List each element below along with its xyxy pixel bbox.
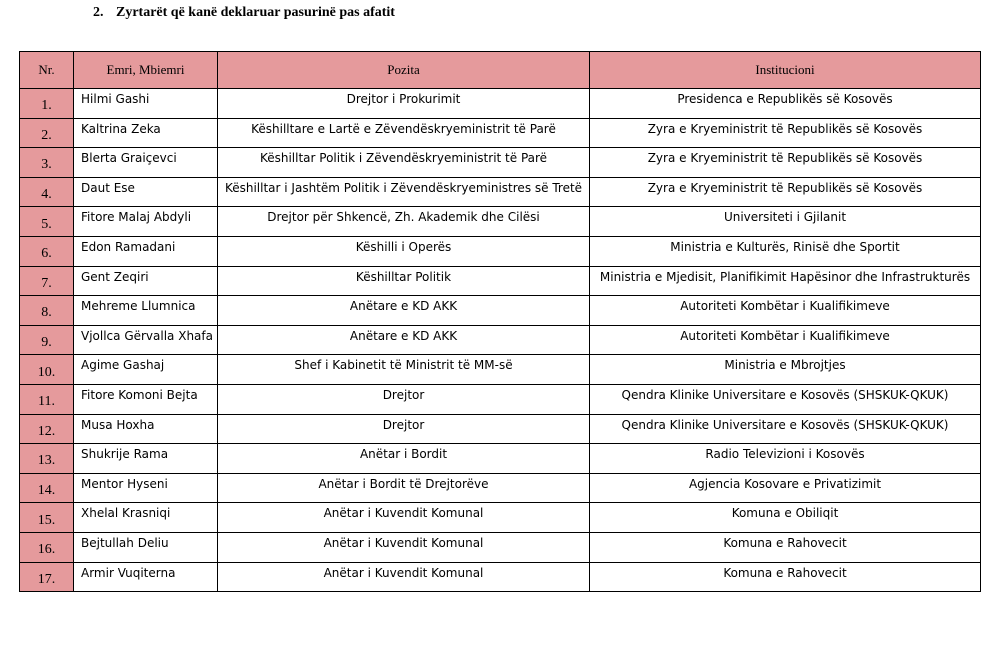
official-institution: Komuna e Rahovecit xyxy=(590,532,981,562)
row-number: 9. xyxy=(20,325,74,355)
official-position: Shef i Kabinetit të Ministrit të MM-së xyxy=(218,355,590,385)
official-name: Fitore Malaj Abdyli xyxy=(74,207,218,237)
row-number: 7. xyxy=(20,266,74,296)
official-position: Këshilltar Politik i Zëvendëskryeministrit të Parë xyxy=(218,148,590,178)
official-position: Këshilltare e Lartë e Zëvendëskryeministrit të Parë xyxy=(218,118,590,148)
official-position: Anëtar i Kuvendit Komunal xyxy=(218,532,590,562)
official-institution: Ministria e Mbrojtjes xyxy=(590,355,981,385)
table-row xyxy=(20,148,981,178)
official-institution: Qendra Klinike Universitare e Kosovës (SHSKUK-QKUK) xyxy=(590,414,981,444)
table-header xyxy=(20,52,981,89)
official-name: Bejtullah Deliu xyxy=(74,532,218,562)
official-name: Gent Zeqiri xyxy=(74,266,218,296)
row-number: 6. xyxy=(20,236,74,266)
section-title: Zyrtarët që kanë deklaruar pasurinë pas afatit xyxy=(116,5,395,20)
official-institution: Komuna e Obiliqit xyxy=(590,503,981,533)
row-number: 1. xyxy=(20,89,74,119)
table-row xyxy=(20,118,981,148)
table-row xyxy=(20,384,981,414)
official-position: Anëtar i Bordit xyxy=(218,444,590,474)
table-row xyxy=(20,177,981,207)
official-position: Drejtor xyxy=(218,384,590,414)
official-institution: Zyra e Kryeministrit të Republikës së Kosovës xyxy=(590,177,981,207)
official-institution: Radio Televizioni i Kosovës xyxy=(590,444,981,474)
row-number: 8. xyxy=(20,296,74,326)
row-number: 5. xyxy=(20,207,74,237)
header-name: Emri, Mbiemri xyxy=(74,52,218,89)
official-position: Anëtare e KD AKK xyxy=(218,296,590,326)
official-name: Mehreme Llumnica xyxy=(74,296,218,326)
official-institution: Qendra Klinike Universitare e Kosovës (SHSKUK-QKUK) xyxy=(590,384,981,414)
officials-table xyxy=(19,51,981,592)
row-number: 12. xyxy=(20,414,74,444)
table-row xyxy=(20,296,981,326)
official-position: Drejtor xyxy=(218,414,590,444)
header-position: Pozita xyxy=(218,52,590,89)
official-position: Këshilli i Operës xyxy=(218,236,590,266)
table-row xyxy=(20,444,981,474)
official-name: Blerta Graiçevci xyxy=(74,148,218,178)
table-body xyxy=(20,89,981,592)
official-institution: Universiteti i Gjilanit xyxy=(590,207,981,237)
table-row xyxy=(20,89,981,119)
official-institution: Autoriteti Kombëtar i Kualifikimeve xyxy=(590,325,981,355)
official-institution: Agjencia Kosovare e Privatizimit xyxy=(590,473,981,503)
official-name: Edon Ramadani xyxy=(74,236,218,266)
official-name: Hilmi Gashi xyxy=(74,89,218,119)
official-institution: Presidenca e Republikës së Kosovës xyxy=(590,89,981,119)
official-name: Vjollca Gërvalla Xhafa xyxy=(74,325,218,355)
official-name: Mentor Hyseni xyxy=(74,473,218,503)
official-position: Drejtor për Shkencë, Zh. Akademik dhe Cilësi xyxy=(218,207,590,237)
official-position: Anëtar i Kuvendit Komunal xyxy=(218,503,590,533)
header-row xyxy=(20,52,981,89)
official-name: Musa Hoxha xyxy=(74,414,218,444)
row-number: 4. xyxy=(20,177,74,207)
table-row xyxy=(20,236,981,266)
official-institution: Ministria e Kulturës, Rinisë dhe Sportit xyxy=(590,236,981,266)
table-row xyxy=(20,532,981,562)
official-name: Kaltrina Zeka xyxy=(74,118,218,148)
table-row xyxy=(20,355,981,385)
row-number: 2. xyxy=(20,118,74,148)
official-position: Anëtar i Bordit të Drejtorëve xyxy=(218,473,590,503)
row-number: 15. xyxy=(20,503,74,533)
table-row xyxy=(20,503,981,533)
row-number: 16. xyxy=(20,532,74,562)
row-number: 17. xyxy=(20,562,74,592)
official-position: Anëtar i Kuvendit Komunal xyxy=(218,562,590,592)
official-name: Xhelal Krasniqi xyxy=(74,503,218,533)
section-heading xyxy=(93,5,395,21)
official-position: Anëtare e KD AKK xyxy=(218,325,590,355)
row-number: 14. xyxy=(20,473,74,503)
row-number: 10. xyxy=(20,355,74,385)
official-name: Armir Vuqiterna xyxy=(74,562,218,592)
table-row xyxy=(20,414,981,444)
official-name: Daut Ese xyxy=(74,177,218,207)
section-number: 2. xyxy=(93,5,104,20)
official-institution: Komuna e Rahovecit xyxy=(590,562,981,592)
official-institution: Ministria e Mjedisit, Planifikimit Hapësinor dhe Infrastrukturës xyxy=(590,266,981,296)
official-position: Këshilltar i Jashtëm Politik i Zëvendëskryeministres së Tretë xyxy=(218,177,590,207)
header-nr: Nr. xyxy=(20,52,74,89)
table-row xyxy=(20,207,981,237)
official-name: Agime Gashaj xyxy=(74,355,218,385)
table-row xyxy=(20,562,981,592)
official-institution: Zyra e Kryeministrit të Republikës së Kosovës xyxy=(590,118,981,148)
table-row xyxy=(20,325,981,355)
row-number: 3. xyxy=(20,148,74,178)
official-position: Drejtor i Prokurimit xyxy=(218,89,590,119)
official-institution: Autoriteti Kombëtar i Kualifikimeve xyxy=(590,296,981,326)
official-institution: Zyra e Kryeministrit të Republikës së Kosovës xyxy=(590,148,981,178)
row-number: 11. xyxy=(20,384,74,414)
official-name: Fitore Komoni Bejta xyxy=(74,384,218,414)
header-institution: Institucioni xyxy=(590,52,981,89)
official-name: Shukrije Rama xyxy=(74,444,218,474)
table-row xyxy=(20,266,981,296)
row-number: 13. xyxy=(20,444,74,474)
official-position: Këshilltar Politik xyxy=(218,266,590,296)
table-row xyxy=(20,473,981,503)
